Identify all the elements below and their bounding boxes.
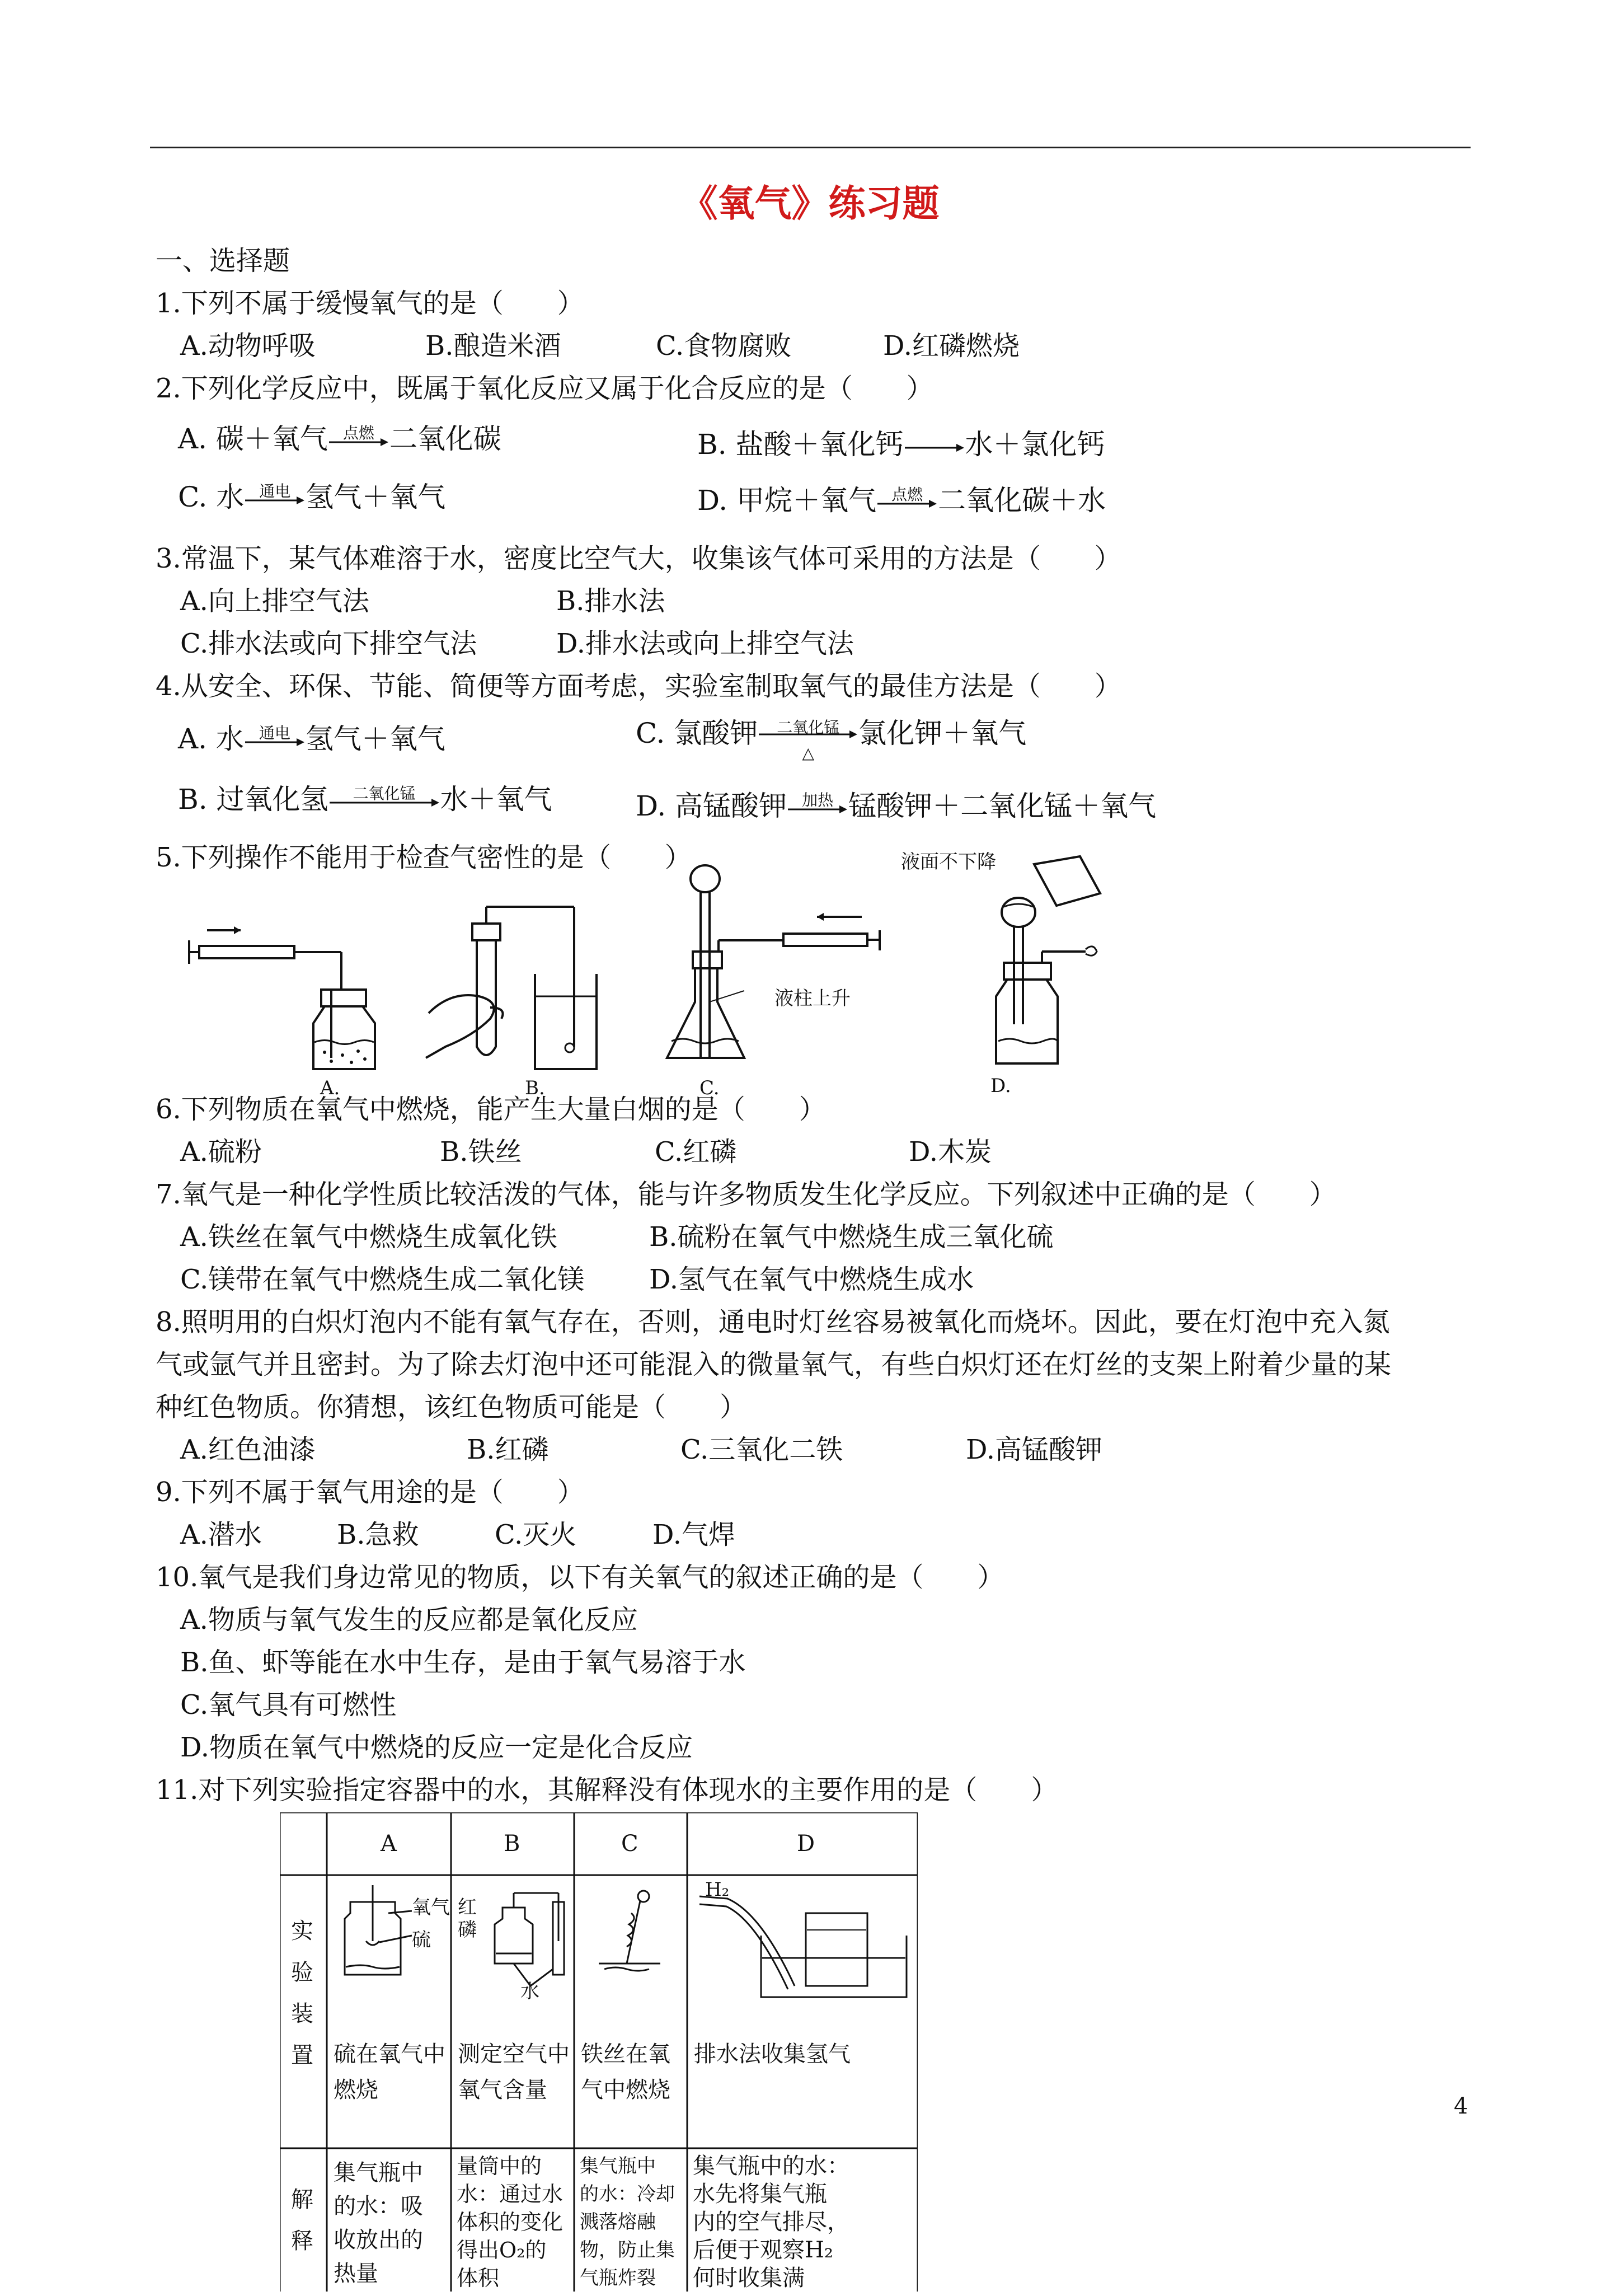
q10-option-d: D.物质在氧气中燃烧的反应一定是化合反应 [180,1732,693,1763]
row-label-device-3: 装 [291,2001,313,2027]
explain-a-2: 的水：吸 [334,2194,423,2219]
explain-b-2: 水：通过水 [457,2182,564,2206]
explain-c-1: 集气瓶中 [580,2155,656,2177]
question-9: 9.下列不属于氧气用途的是（ ） [156,1477,584,1508]
page-title: 《氧气》练习题 [680,181,940,225]
figure-c-label: C. [699,1077,720,1099]
q4-c-reactants: C. 氯酸钾 [636,717,758,749]
q9-option-d: D.气焊 [652,1519,736,1550]
q2-c-reactants: C. 水 [178,481,245,513]
label-red-phosphorus: 红磷 [458,1896,477,1941]
q7-option-a: A.铁丝在氧气中燃烧生成氧化铁 [180,1221,557,1253]
q8-option-a: A.红色油漆 [180,1434,316,1465]
q2-c-products: 氢气＋氧气 [306,481,446,513]
explain-b-4: 得出O₂的 [457,2238,547,2262]
q10-option-b: B.鱼、虾等能在水中生存，是由于氧气易溶于水 [180,1647,746,1678]
explain-c-4: 物，防止集 [580,2239,675,2261]
explain-d-1: 集气瓶中的水： [693,2153,849,2179]
q4-c-products: 氯化钾＋氧气 [858,717,1027,749]
label-oxygen: 氧气 [412,1896,450,1919]
explain-b-5: 体积 [457,2266,500,2290]
column-header-b: B [504,1831,520,1857]
question-7: 7.氧气是一种化学性质比较活泼的气体，能与许多物质发生化学反应。下列叙述中正确的是（ ） [156,1179,1336,1210]
iron-combustion-diagram [582,1880,683,1992]
q3-option-c: C.排水法或向下排空气法 [180,628,477,659]
figure-b-label: B. [525,1077,545,1099]
q6-option-b: B.铁丝 [440,1136,522,1168]
q4-c-condition: 二氧化锰 [777,718,840,737]
figure-d-label: D. [990,1075,1011,1097]
q4-d-condition: 加热 [802,791,834,809]
apparatus-b-diagram [423,901,602,1080]
q9-option-b: B.急救 [337,1519,419,1550]
question-6: 6.下列物质在氧气中燃烧，能产生大量白烟的是（ ） [156,1094,826,1125]
q11-table [280,1812,918,2292]
label-water: 水 [520,1980,539,2003]
q2-option-b [697,428,1105,463]
q4-a-reactants: A. 水 [178,723,244,755]
device-name-a: 硫在氧气中燃烧 [334,2041,445,2103]
row-label-explain-2: 释 [291,2228,313,2254]
row-label-explain-1: 解 [291,2187,313,2213]
q4-d-reactants: D. 高锰酸钾 [636,790,787,822]
device-name-b: 测定空气中氧气含量 [458,2041,570,2103]
column-header-d: D [797,1831,815,1857]
q8-option-c: C.三氧化二铁 [680,1434,843,1465]
q1-option-b: B.酿造米酒 [425,330,561,362]
explain-a-1: 集气瓶中 [334,2160,423,2186]
explain-d-3: 内的空气排尽， [693,2209,849,2235]
q9-option-a: A.潜水 [180,1519,262,1550]
row-label-device-1: 实 [291,1918,313,1944]
question-3: 3.常温下，某气体难溶于水，密度比空气大，收集该气体可采用的方法是（ ） [156,543,1121,574]
q2-a-reactants: A. 碳＋氧气 [178,423,328,455]
explain-c-2: 的水：冷却 [580,2183,675,2205]
explain-c-5: 气瓶炸裂 [580,2267,656,2289]
explain-c-3: 溅落熔融 [580,2211,656,2233]
row-label-device-2: 验 [291,1960,313,1985]
question-8-line-2: 气或氩气并且密封。为了除去灯泡中还可能混入的微量氧气，有些白炽灯还在灯丝的支架上附着少量的某 [156,1349,1392,1380]
device-name-c: 铁丝在氧气中燃烧 [581,2041,670,2103]
row-label-device-4: 置 [291,2042,313,2068]
reaction-arrow-icon [787,791,848,825]
q4-d-products: 锰酸钾＋二氧化锰＋氧气 [848,790,1157,822]
q4-a-condition: 通电 [259,724,290,742]
apparatus-a-diagram [185,896,397,1080]
device-name-d: 排水法收集氢气 [694,2041,851,2067]
label-hydrogen: H₂ [705,1878,730,1901]
explain-b-1: 量筒中的 [457,2154,542,2178]
explain-a-4: 热量 [334,2261,378,2286]
reaction-arrow-icon [904,430,965,463]
q4-b-products: 水＋氧气 [440,783,552,816]
reaction-arrow-icon [876,486,938,519]
question-4: 4.从安全、环保、节能、简便等方面考虑，实验室制取氧气的最佳方法是（ ） [156,671,1121,702]
figure-a-label: A. [320,1077,340,1099]
q4-b-reactants: B. 过氧化氢 [178,783,328,816]
q6-option-c: C.红磷 [655,1136,737,1168]
q6-option-d: D.木炭 [909,1136,992,1168]
q2-c-condition: 通电 [259,482,291,500]
explain-d-5: 何时收集满 [693,2265,805,2291]
q7-option-c: C.镁带在氧气中燃烧生成二氧化镁 [180,1264,585,1295]
explain-a-3: 收放出的 [334,2227,423,2253]
q2-a-condition: 点燃 [342,424,374,442]
q2-d-reactants: D. 甲烷＋氧气 [697,484,877,517]
reaction-arrow-icon [328,785,440,818]
q3-option-b: B.排水法 [556,585,665,617]
q1-option-a: A.动物呼吸 [180,330,316,362]
q7-option-b: B.硫粉在氧气中燃烧生成三氧化硫 [649,1221,1054,1253]
explain-d-2: 水先将集气瓶 [693,2181,827,2207]
q2-b-products: 水＋氯化钙 [965,428,1105,461]
reaction-arrow-icon [244,482,306,516]
reaction-arrow-icon [244,724,306,758]
figure-c-note: 液柱上升 [774,987,851,1010]
reaction-arrow-icon [758,718,858,762]
question-1: 1.下列不属于缓慢氧气的是（ ） [156,288,584,319]
question-2: 2.下列化学反应中，既属于氧化反应又属于化合反应的是（ ） [156,373,933,404]
q4-option-a [178,722,445,758]
q9-option-c: C.灭火 [495,1519,577,1550]
question-8-line-3: 种红色物质。你猜想，该红色物质可能是（ ） [156,1391,747,1423]
q2-d-products: 二氧化碳＋水 [938,484,1106,517]
explain-b-3: 体积的变化 [457,2210,564,2234]
q4-option-d [636,789,1156,825]
apparatus-c-diagram [660,856,890,1080]
q2-b-reactants: B. 盐酸＋氧化钙 [697,428,904,461]
q4-option-c [636,716,1027,762]
question-5: 5.下列操作不能用于检查气密性的是（ ） [156,842,692,873]
header-rule [150,147,1471,148]
q2-option-c [178,480,445,516]
q6-option-a: A.硫粉 [180,1136,262,1168]
q10-option-a: A.物质与氧气发生的反应都是氧化反应 [180,1604,638,1636]
apparatus-d-diagram [974,840,1119,1075]
q2-option-a [178,422,501,458]
q4-a-products: 氢气＋氧气 [305,723,445,755]
q8-option-d: D.高锰酸钾 [966,1434,1103,1465]
q1-option-d: D.红磷燃烧 [883,330,1020,362]
column-header-a: A [381,1831,397,1857]
reaction-arrow-icon [328,424,389,458]
q2-option-d [697,484,1106,519]
q7-option-d: D.氢气在氧气中燃烧生成水 [649,1264,974,1295]
q4-c-heat-symbol: △ [802,744,815,762]
page-number: 4 [1454,2093,1468,2119]
q10-option-c: C.氧气具有可燃性 [180,1689,397,1721]
q1-option-c: C.食物腐败 [656,330,792,362]
question-8-line-1: 8.照明用的白炽灯泡内不能有氧气存在，否则，通电时灯丝容易被氧化而烧坏。因此，要在灯泡中充入氮 [156,1306,1390,1338]
column-header-c: C [621,1831,638,1857]
q3-option-a: A.向上排空气法 [180,585,369,617]
q2-d-condition: 点燃 [891,485,923,504]
q2-a-products: 二氧化碳 [389,423,501,455]
q3-option-d: D.排水法或向上排空气法 [556,628,854,659]
explain-d-4: 后便于观察H₂ [693,2237,833,2263]
question-10: 10.氧气是我们身边常见的物质，以下有关氧气的叙述正确的是（ ） [156,1562,1004,1593]
figure-d-note: 液面不下降 [901,851,996,873]
section-heading: 一、选择题 [156,245,290,277]
q4-option-b [178,782,552,818]
label-sulfur: 硫 [412,1929,431,1951]
q8-option-b: B.红磷 [467,1434,549,1465]
q4-b-condition: 二氧化锰 [353,784,416,803]
question-11: 11.对下列实验指定容器中的水，其解释没有体现水的主要作用的是（ ） [156,1774,1058,1806]
